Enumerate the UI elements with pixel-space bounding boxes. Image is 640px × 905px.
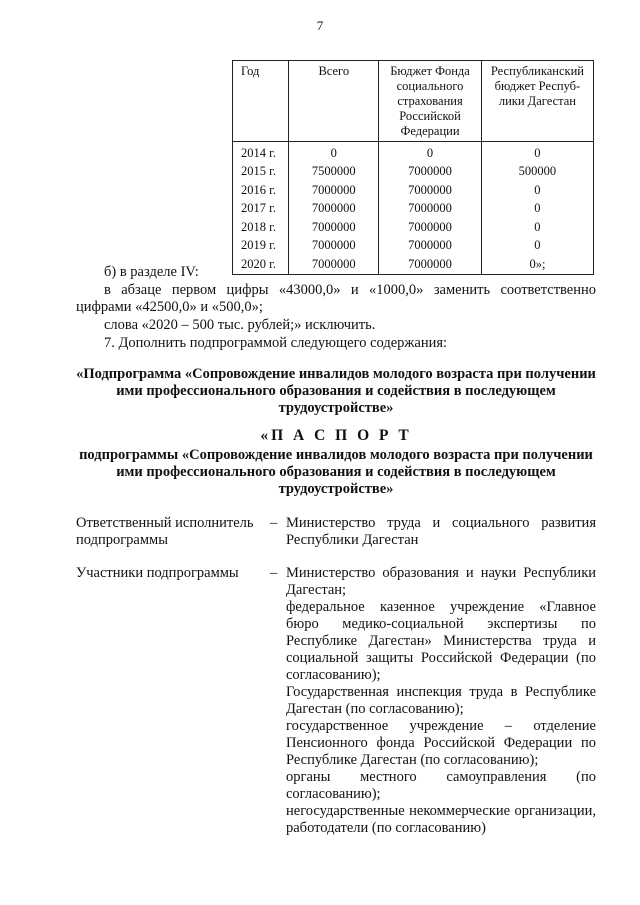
row-dash: – <box>270 565 278 581</box>
cell-republic: 0 <box>481 200 593 219</box>
funding-table <box>232 60 594 275</box>
table-row <box>233 200 594 219</box>
header-fss-budget: Бюджет Фонда социального страхования Российской Федерации <box>379 61 482 142</box>
item-7-line: 7. Дополнить подпрограммой следующего содержания: <box>104 335 448 351</box>
responsible-executor-value <box>286 515 596 549</box>
table-row <box>233 163 594 182</box>
value-line: Министерство труда и социального развития Республики Дагестан <box>286 515 596 548</box>
cell-total: 7000000 <box>289 218 379 237</box>
participants-label: Участники подпрограммы <box>76 565 239 581</box>
participant-item: Государственная инспекция труда в Республике Дагестан (по согласованию); <box>286 684 596 717</box>
cell-republic: 500000 <box>481 163 593 182</box>
cell-total: 7000000 <box>289 237 379 256</box>
participant-item: органы местного самоуправления (по согласованию); <box>286 769 596 802</box>
cell-fss: 7000000 <box>379 255 482 274</box>
first-paragraph-amendment: в абзаце первом цифры «43000,0» и «1000,0» заменить соответственно цифрами «42500,0» и «500,0»; <box>76 282 596 315</box>
cell-fss: 7000000 <box>379 237 482 256</box>
cell-year: 2015 г. <box>233 163 289 182</box>
subprogram-title: «Подпрограмма «Сопровождение инвалидов молодого возраста при получении ими профессионального образования и содействия в последующем трудоустройстве» <box>76 366 596 416</box>
header-year: Год <box>233 61 289 142</box>
table-row <box>233 237 594 256</box>
cell-republic: 0 <box>481 237 593 256</box>
cell-fss: 7000000 <box>379 200 482 219</box>
passport-subtitle: подпрограммы «Сопровождение инвалидов молодого возраста при получении ими профессионального образования и содействия в последующем трудоустройстве» <box>79 447 593 497</box>
cell-republic: 0»; <box>481 255 593 274</box>
words-exclusion-line: слова «2020 – 500 тыс. рублей;» исключить. <box>104 317 376 333</box>
cell-total: 7000000 <box>289 200 379 219</box>
cell-republic: 0 <box>481 181 593 200</box>
cell-total: 7000000 <box>289 255 379 274</box>
cell-fss: 0 <box>379 142 482 163</box>
cell-year: 2017 г. <box>233 200 289 219</box>
participant-item: Министерство образования и науки Республики Дагестан; <box>286 565 596 598</box>
header-total: Всего <box>289 61 379 142</box>
page-number: 7 <box>316 18 324 33</box>
cell-total: 7500000 <box>289 163 379 182</box>
cell-year: 2020 г. <box>233 255 289 274</box>
cell-fss: 7000000 <box>379 163 482 182</box>
cell-fss: 7000000 <box>379 218 482 237</box>
table-header-row <box>233 61 594 142</box>
cell-republic: 0 <box>481 142 593 163</box>
cell-year: 2019 г. <box>233 237 289 256</box>
table-row <box>233 142 594 163</box>
participant-item: федеральное казенное учреждение «Главное бюро медико-социальной экспертизы по Республике Дагестан» Министерства труда и социальной защиты Российской Федерации (по согласованию); <box>286 599 596 683</box>
section-iv-line: б) в разделе IV: <box>104 264 199 280</box>
table-row <box>233 181 594 200</box>
passport-title: «П А С П О Р Т <box>260 427 412 444</box>
cell-year: 2016 г. <box>233 181 289 200</box>
cell-total: 7000000 <box>289 181 379 200</box>
responsible-executor-label: Ответственный исполнитель подпрограммы <box>76 515 254 548</box>
cell-year: 2014 г. <box>233 142 289 163</box>
participants-value <box>286 565 596 837</box>
cell-year: 2018 г. <box>233 218 289 237</box>
cell-republic: 0 <box>481 218 593 237</box>
table-row <box>233 218 594 237</box>
participant-item: негосударственные некоммерческие организации, работодатели (по согласованию) <box>286 803 596 836</box>
row-dash: – <box>270 515 278 531</box>
participant-item: государственное учреждение – отделение Пенсионного фонда Российской Федерации по Республике Дагестан (по согласованию); <box>286 718 596 768</box>
cell-fss: 7000000 <box>379 181 482 200</box>
cell-total: 0 <box>289 142 379 163</box>
header-republic-budget: Республиканский бюджет Респуб-лики Дагестан <box>481 61 593 142</box>
